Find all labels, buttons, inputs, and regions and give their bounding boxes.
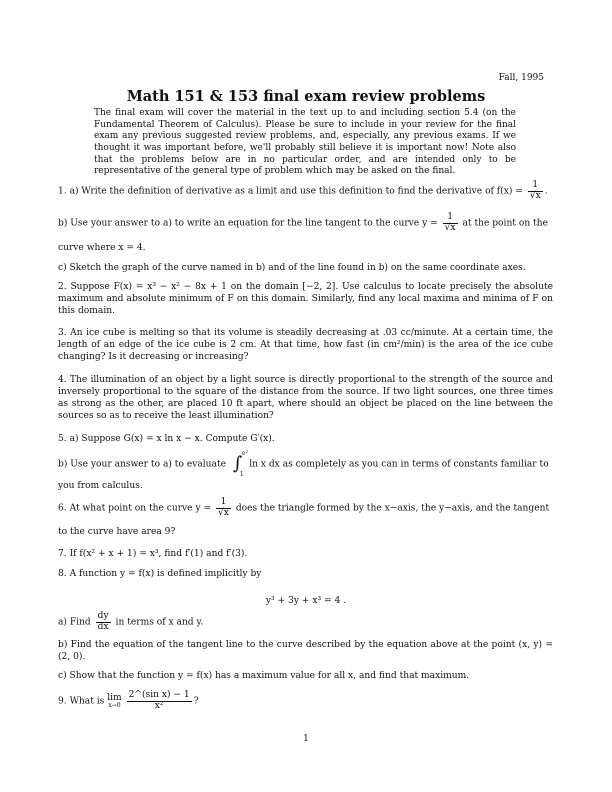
problem-3: 3. An ice cube is melting so that its volume is steadily decreasing at .03 cc/minute. At a certain time, the length of an edge of the ice cube is 2 cm. At that time, how fast (in cm²/min) is the area of the ice cube changing? Is it decreasing or increasing? [58, 328, 553, 362]
fraction-numerator: 2^(sin x) − 1 [128, 690, 190, 700]
problem-4: 4. The illumination of an object by a light source is directly proportional to the strength of the source and inversely proportional to the square of the distance from the source. If two light sources, one three times as strong as the other, are placed 10 ft apart, where should an object be placed on the line between the sources so as to receive the least illumination? [58, 375, 553, 421]
problem-6 [58, 498, 553, 518]
problem-1a-text: 1. a) Write the definition of derivative as a limit and use this definition to find the derivative of f(x) = [58, 186, 523, 197]
fraction-denominator: √x [444, 222, 456, 233]
question-mark: ? [193, 696, 199, 707]
problem-2: 2. Suppose F(x) = x³ − x² − 8x + 1 on the domain [−2, 2]. Use calculus to locate precisely the absolute maximum and absolute minimum of F on this domain. Similarly, find any local maxima and minima of F on this domain. [58, 282, 553, 316]
fraction-1-over-sqrt-x [216, 498, 231, 518]
problem-1c: c) Sketch the graph of the curve named in b) and of the line found in b) on the same coordinate axes. [58, 263, 526, 273]
page-number: 1 [303, 734, 309, 744]
fraction-numerator: dy [97, 611, 109, 621]
problem-1b-text: b) Use your answer to a) to write an equation for the line tangent to the curve y = [58, 218, 438, 229]
fraction-numerator: 1 [216, 498, 231, 509]
problem-8c: c) Show that the function y = f(x) has a maximum value for all x, and find that maximum. [58, 671, 470, 681]
integral-lower-limit: 1 [239, 471, 244, 478]
date: Fall, 1995 [498, 73, 544, 83]
problem-7: 7. If f(x² + x + 1) = x³, find f′(1) and f′(3). [58, 549, 248, 559]
problem-1b [58, 213, 553, 233]
fraction-denominator: √x [218, 507, 229, 518]
fraction-1-over-sqrt-x [443, 213, 458, 233]
page-title: Math 151 & 153 final exam review problems [126, 88, 486, 105]
problem-5b-line2: you from calculus. [58, 481, 143, 491]
problem-8a-text-after: in terms of x and y. [115, 617, 204, 628]
period: . [544, 186, 548, 197]
fraction-denominator: √x [529, 190, 541, 201]
problem-6-text: 6. At what point on the curve y = [58, 503, 212, 514]
integral-sign: ∫ [232, 453, 243, 474]
problem-9-text: 9. What is [58, 696, 105, 707]
problem-5a: 5. a) Suppose G(x) = x ln x − x. Compute G′(x). [58, 434, 275, 444]
problem-1b-text-after: at the point on the [462, 218, 548, 229]
limit-word: lim [107, 692, 122, 703]
problem-1a [58, 181, 553, 201]
fraction-dy-dx [96, 612, 111, 632]
problem-8-intro: 8. A function y = f(x) is defined implicitly by [58, 569, 262, 579]
fraction-denominator: x² [154, 700, 164, 711]
fraction-limit-expression [127, 691, 192, 711]
problem-1b-line2: curve where x = 4. [58, 243, 146, 253]
limit [107, 694, 121, 709]
definite-integral [232, 450, 248, 478]
integral-upper-limit: e² [241, 450, 248, 457]
fraction-numerator: 1 [528, 181, 543, 192]
problem-5b [58, 450, 553, 478]
fraction-denominator: dx [97, 621, 109, 632]
fraction-1-over-sqrt-x [528, 181, 543, 201]
problem-8a-text: a) Find [58, 617, 91, 628]
problem-9 [58, 691, 553, 711]
fraction-numerator: 1 [443, 213, 458, 224]
problem-6-line2: to the curve have area 9? [58, 527, 176, 537]
problem-8b: b) Find the equation of the tangent line to the curve described by the equation above at the point (x, y) = (2, 0). [58, 640, 553, 662]
problem-5b-text: b) Use your answer to a) to evaluate [58, 459, 226, 470]
problem-5b-text-after: ln x dx as completely as you can in terms of constants familiar to [249, 459, 549, 470]
limit-subscript: x→0 [108, 701, 121, 709]
intro-paragraph: The final exam will cover the material in the text up to and including section 5.4 (on the Fundamental Theorem of Calculus). Please be sure to include in your review for the final exam any previous suggested review problems, and, especially, any previous exams. If we thought it was important before, we'll probably still believe it is important now! Note also that the problems below are in no particular order, and are intended only to be representative of the general type of problem which may be asked on the final. [94, 108, 516, 177]
problem-8-equation: y³ + 3y + x³ = 4 . [265, 596, 347, 606]
problem-6-text-after: does the triangle formed by the x−axis, the y−axis, and the tangent [235, 503, 550, 514]
problem-8a [58, 612, 553, 632]
